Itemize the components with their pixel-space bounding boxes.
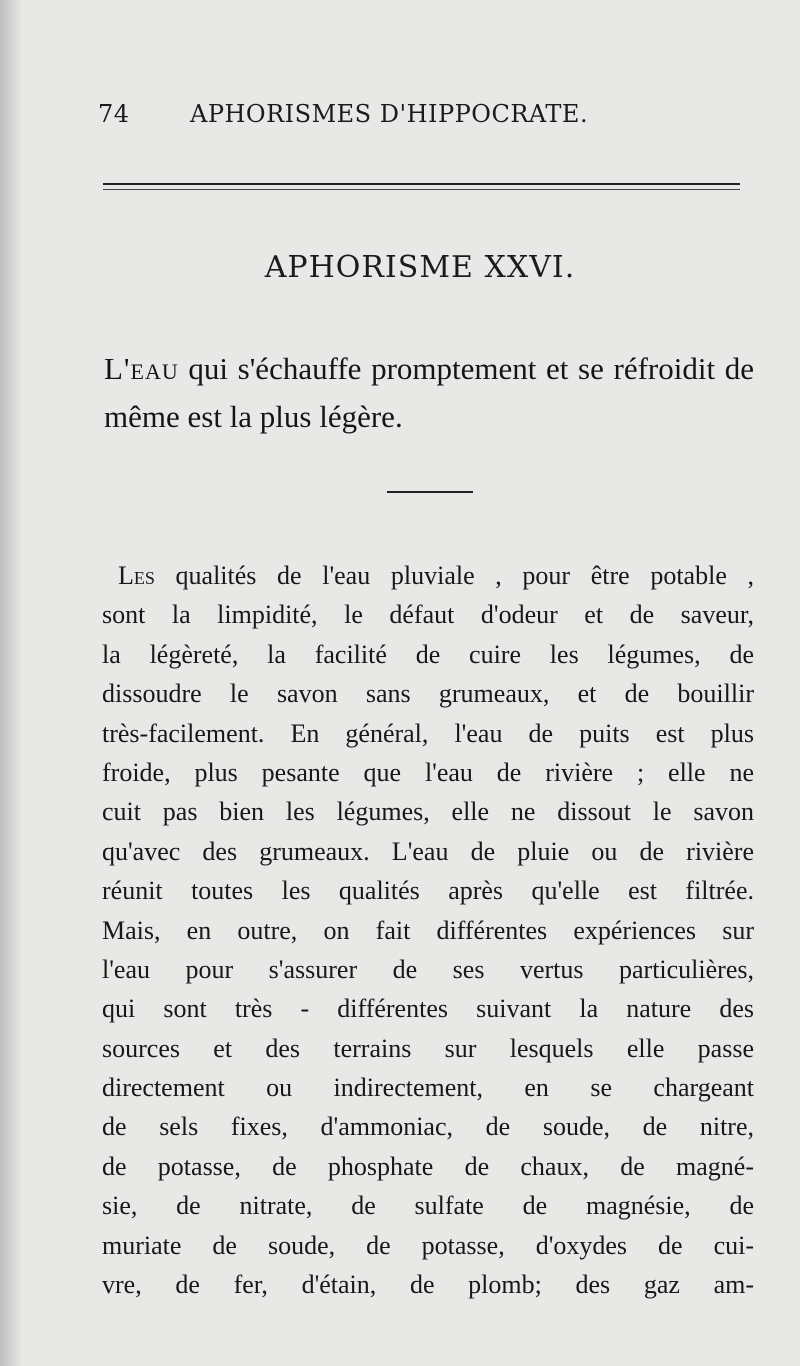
aphorism-title: APHORISME XXVI. <box>264 250 576 285</box>
header-rule <box>103 183 740 190</box>
section-divider <box>387 491 473 493</box>
commentary-line: réunit toutes les qualités après qu'elle est filtrée. <box>102 876 754 906</box>
commentary-line: très-facilement. En général, l'eau de puits est plus <box>102 718 754 748</box>
commentary-lead-word: Les <box>118 561 155 590</box>
running-head <box>98 100 718 140</box>
aphorism-lead-word: L'eau <box>104 351 179 386</box>
commentary-line: sources et des terrains sur lesquels elle passe <box>102 1033 754 1063</box>
commentary-line: Les qualités de l'eau pluviale , pour être potable , <box>118 561 754 590</box>
aphorism-body: qui s'échauffe promptement et se réfroidit de même est la plus légère. <box>104 351 754 434</box>
commentary-line: de sels fixes, d'ammoniac, de soude, de nitre, <box>102 1112 754 1142</box>
commentary-line: cuit pas bien les légumes, elle ne dissout le savon <box>102 797 754 827</box>
commentary-line: directement ou indirectement, en se chargeant <box>102 1073 754 1103</box>
page-number: 74 <box>98 100 130 128</box>
commentary-line: Mais, en outre, on fait différentes expériences sur <box>102 915 754 945</box>
commentary-line: dissoudre le savon sans grumeaux, et de bouillir <box>102 679 754 709</box>
commentary-line: muriate de soude, de potasse, d'oxydes de cui- <box>102 1230 754 1260</box>
aphorism-text <box>104 345 754 441</box>
commentary-line: sie, de nitrate, de sulfate de magnésie, de <box>102 1191 754 1221</box>
commentary-line: froide, plus pesante que l'eau de rivière ; elle ne <box>102 757 754 787</box>
commentary-line: qui sont très - différentes suivant la nature des <box>102 994 754 1024</box>
running-title: APHORISMES D'HIPPOCRATE. <box>190 100 589 128</box>
page-gutter-shadow <box>0 0 22 1366</box>
commentary-line: qu'avec des grumeaux. L'eau de pluie ou de rivière <box>102 836 754 866</box>
commentary-line: vre, de fer, d'étain, de plomb; des gaz am- <box>102 1270 754 1300</box>
commentary-line: l'eau pour s'assurer de ses vertus particulières, <box>102 954 754 984</box>
commentary-line: de potasse, de phosphate de chaux, de magné- <box>102 1151 754 1181</box>
commentary <box>102 556 754 1304</box>
commentary-line: la légèreté, la facilité de cuire les légumes, de <box>102 639 754 669</box>
commentary-line: sont la limpidité, le défaut d'odeur et de saveur, <box>102 600 754 630</box>
